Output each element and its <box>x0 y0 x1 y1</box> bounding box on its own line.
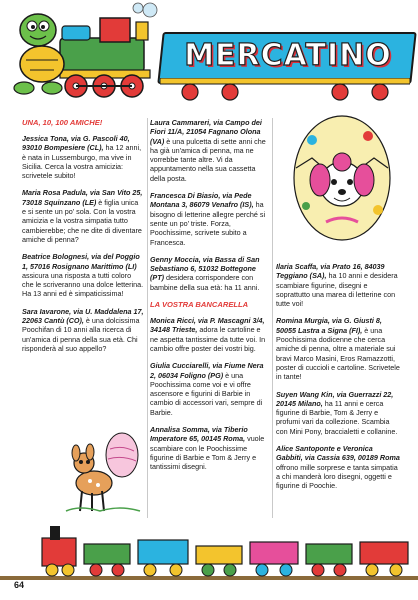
section-heading-amiche: UNA, 10, 100 AMICHE! <box>22 118 103 127</box>
entry-contact: Giulia Cucciarelli, via Fiume Nera 2, 06034 Foligno (PG) <box>150 361 264 380</box>
entry-text: è una Poochissima come voi e vi offre ascensore e figurini di Barbie in cambio di accessori vari, sempre di Barbie. <box>150 370 263 417</box>
list-item <box>276 444 400 490</box>
entry-text: è una Poochissima dodicenne che cerca amiche di penna, oltre a materiale sui bravi Marco Masini, Eros Ramazzotti, poster di cuccioli e cartoline. Scrivetele in tante! <box>276 325 400 382</box>
entry-text: ha bisogno di letterine allegre perché si sente un po' triste. Forza, Poochissime, scrivete subito a Francesca. <box>150 200 266 247</box>
toy-train-illustration <box>0 520 418 590</box>
entry-contact: Alice Santoponte e Veronica Gabbiti, via Cassia 639, 00189 Roma <box>276 444 400 463</box>
entry-contact: Annalisa Somma, via Tiberio Imperatore 65, 00145 Roma, <box>150 425 248 444</box>
column-left <box>22 118 144 361</box>
entry-contact: Francesca Di Biasio, via Pede Montana 3, 86079 Venafro (IS), <box>150 191 254 210</box>
entry-contact: Monica Ricci, via P. Mascagni 3/4, 34148 Trieste, <box>150 316 265 335</box>
entry-text: ha 11 anni e cerca figurine di Barbie, Tom & Jerry e profumi vari da collezione. Scambia con Mini Pony, braccialetti e collanine. <box>276 398 398 436</box>
entry-contact: Laura Cammareri, via Campo dei Fiori 11/A, 21054 Fagnano Olona (VA) <box>150 118 262 146</box>
page-number: 64 <box>14 580 25 590</box>
list-item <box>150 425 268 471</box>
turtle-train-illustration <box>0 0 170 110</box>
list-item <box>276 262 400 308</box>
list-item <box>150 191 268 247</box>
section-heading-bancarella: LA VOSTRA BANCARELLA <box>150 300 249 310</box>
list-item <box>150 361 268 417</box>
entry-contact: Jessica Tona, via G. Pascoli 40, 93010 Bompesiere (CL), <box>22 134 130 153</box>
poochie-in-egg-illustration <box>282 110 402 260</box>
entry-text: è una pulcetta di sette anni che ha già un'amica di penna, ma ne vorrebbe tante altre. Vi da appuntamento nella sua cassetta della posta. <box>150 136 266 183</box>
entry-contact: Sara Iavarone, via U. Maddalena 17, 22063 Cantù (CO), <box>22 306 144 326</box>
page-title: MERCATINO <box>184 38 392 73</box>
entry-text: adora le cartoline e ne aspetta tantissime da tutte voi. In cambio offre poster dei vostri big. <box>150 325 266 353</box>
entry-text: offrono mille sorprese e tanta simpatia a chi manderà loro disegni, oggetti e figurine di Poochie. <box>276 462 398 491</box>
entry-contact: Genny Moccia, via Bassa di San Sebastiano 6, 51032 Bottegone (PT) <box>150 254 260 283</box>
list-item <box>150 316 268 353</box>
page-header <box>0 0 418 110</box>
entry-contact: Romina Murgia, via G. Giusti 8, 50055 Lastra a Signa (FI), <box>276 316 382 335</box>
column-divider <box>147 118 148 518</box>
column-right <box>276 262 400 499</box>
list-item <box>22 134 144 180</box>
entry-contact: Beatrice Bolognesi, via del Poggio 1, 57016 Rosignano Marittimo (LI) <box>22 252 140 271</box>
column-middle <box>150 118 268 480</box>
list-item <box>150 118 268 183</box>
entry-contact: Suyen Wang Kin, via Guerrazzi 22, 20145 Milano, <box>276 389 394 408</box>
list-item <box>22 252 144 298</box>
list-item <box>22 188 144 244</box>
entry-text: vuole scambiare con le Poochissime figurine di Barbie e Tom & Jerry e tantissimi disegni. <box>150 434 265 472</box>
entry-text: desidera corrispondere con bambine della sua età: ha 11 anni. <box>150 273 260 292</box>
entry-text: ha 12 anni, è nata in Lussemburgo, ma vive in Sicilia. Cerca la vostra amicizia: scrivetele subito! <box>22 143 142 181</box>
column-divider <box>272 118 273 518</box>
fawn-with-egg-illustration <box>60 425 150 515</box>
entry-text: è figlia unica e si sente un po' sola. Con la vostra amicizia e la vostra simpatia tutto cambierebbe; che ne dite di diventare amiche di penna? <box>22 197 142 244</box>
entry-contact: Ilaria Scaffa, via Prato 16, 84039 Teggiano (SA), <box>276 262 385 281</box>
banner-wheels-decoration <box>160 78 410 102</box>
list-item <box>150 255 268 292</box>
list-item <box>22 307 144 353</box>
list-item <box>276 316 400 381</box>
entry-text: ha 10 anni e desidera scambiare figurine, disegni e soprattutto una marea di letterine con tutte voi! <box>276 271 398 309</box>
entry-text: assicura una risposta a tutti coloro che le scriveranno una dolce letterina. Ha 13 anni ed è simpaticissima! <box>22 270 144 299</box>
entry-contact: Maria Rosa Padula, via San Vito 25, 73018 Squinzano (LE) <box>22 188 143 207</box>
list-item <box>276 390 400 436</box>
entry-text: è una dolcissima Poochifan di 10 anni alla ricerca di un'amica di penna della sua età. Chi risponderà al suo appello? <box>22 316 140 353</box>
